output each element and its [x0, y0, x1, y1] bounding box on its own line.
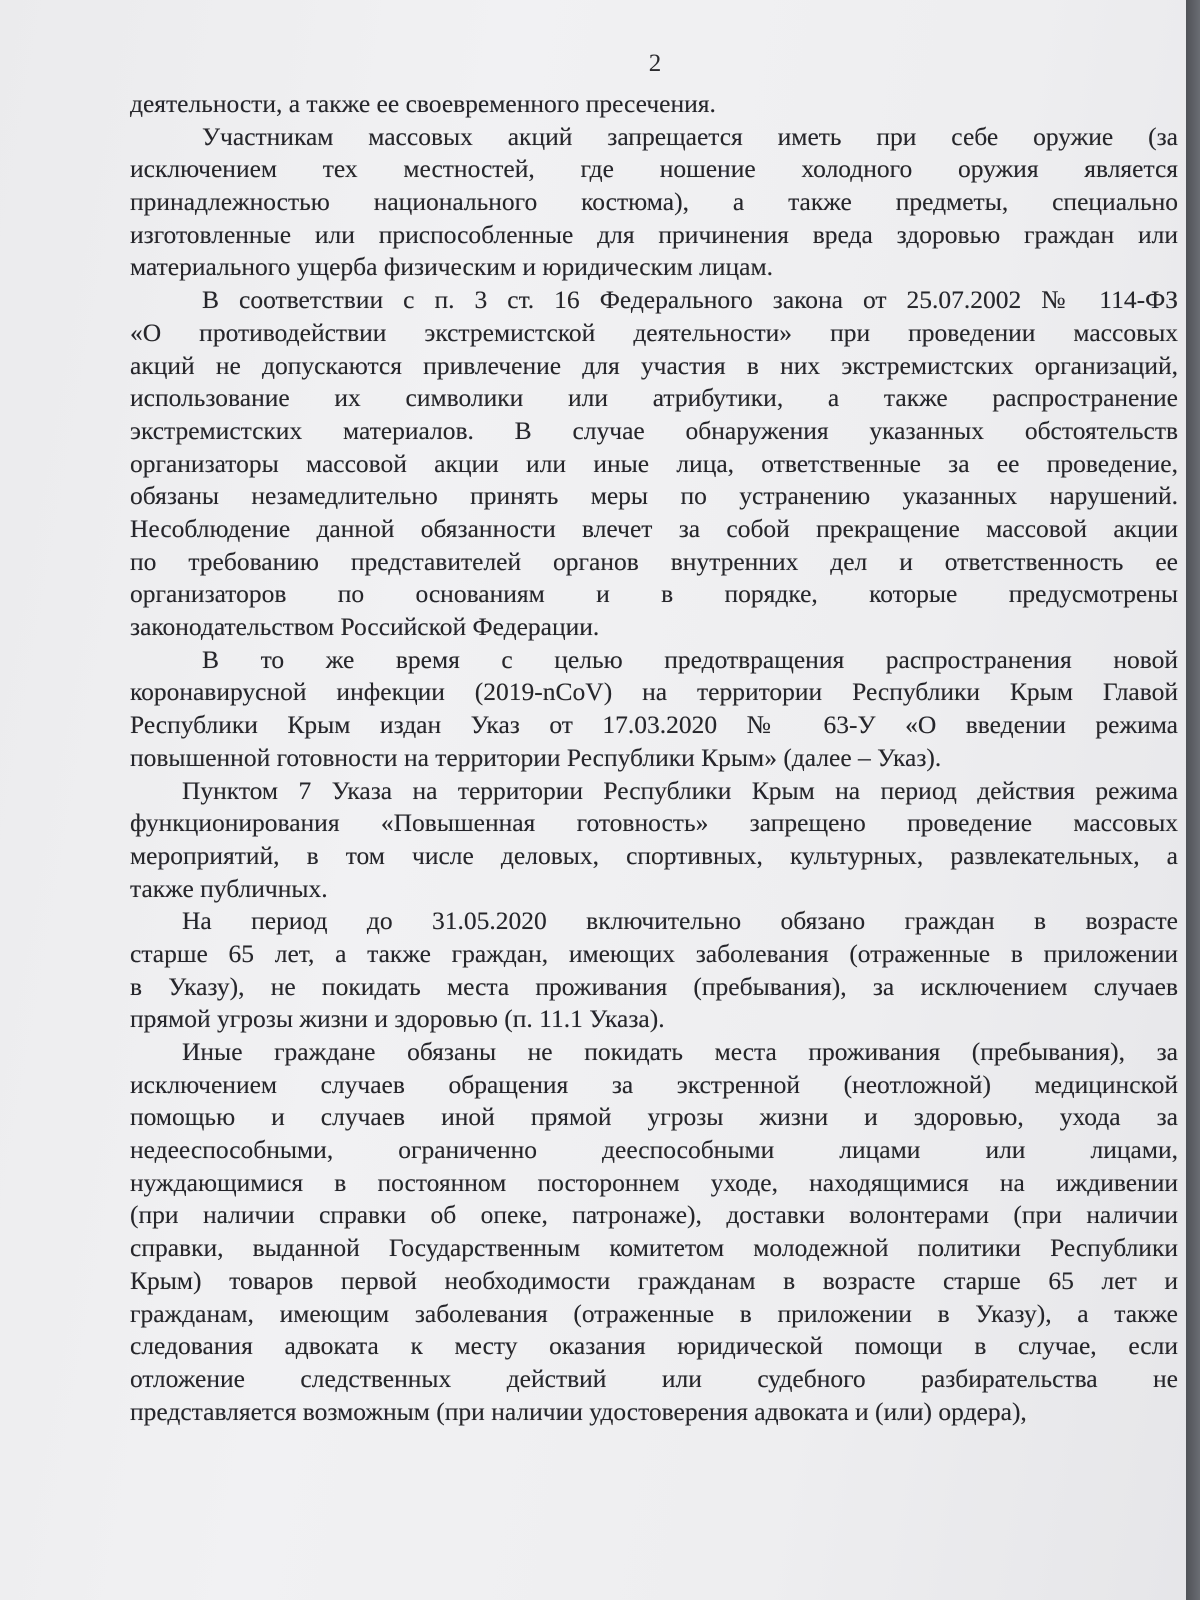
- text-line: Крым) товаров первой необходимости гражданам в возрасте старше 65 лет и: [130, 1265, 1178, 1295]
- text-line: нуждающимися в постоянном постороннем уходе, находящимися на иждивении: [130, 1167, 1178, 1197]
- text-line: помощью и случаев иной прямой угрозы жизни и здоровью, ухода за: [130, 1102, 1178, 1132]
- text-line: акций не допускаются привлечение для участия в них экстремистских организаций,: [130, 350, 1178, 380]
- paragraph: [130, 644, 1178, 775]
- text-line: обязаны незамедлительно принять меры по устранению указанных нарушений.: [130, 481, 1178, 511]
- text-line: законодательством Российской Федерации.: [130, 612, 600, 642]
- page-number: 2: [648, 50, 662, 77]
- text-line: материального ущерба физическим и юридическим лицам.: [130, 252, 773, 282]
- text-line: В соответствии с п. 3 ст. 16 Федерального закона от 25.07.2002 № 114-ФЗ: [202, 285, 1178, 315]
- text-line: Пунктом 7 Указа на территории Республики Крым на период действия режима: [182, 775, 1178, 805]
- text-line: представляется возможным (при наличии удостоверения адвоката и (или) ордера),: [130, 1396, 1027, 1426]
- text-line: коронавирусной инфекции (2019-nCoV) на территории Республики Крым Главой: [130, 677, 1178, 707]
- text-line: старше 65 лет, а также граждан, имеющих заболевания (отраженные в приложении: [130, 938, 1178, 968]
- text-line: «О противодействии экстремистской деятельности» при проведении массовых: [130, 317, 1178, 347]
- text-line: В то же время с целью предотвращения распространения новой: [202, 644, 1178, 674]
- text-line: исключением тех местностей, где ношение холодного оружия является: [130, 154, 1178, 184]
- text-line: (при наличии справки об опеке, патронаже), доставки волонтерами (при наличии: [130, 1200, 1178, 1230]
- text-line: Иные граждане обязаны не покидать места проживания (пребывания), за: [182, 1037, 1178, 1067]
- text-line: Республики Крым издан Указ от 17.03.2020 № 63-У «О введении режима: [130, 710, 1178, 740]
- text-line: гражданам, имеющим заболевания (отраженные в приложении в Указу), а также: [130, 1298, 1178, 1328]
- paragraph: [130, 775, 1178, 906]
- text-line: организаторов по основаниям и в порядке, которые предусмотрены: [130, 579, 1178, 609]
- paragraph: [130, 88, 1178, 121]
- text-line: деятельности, а также ее своевременного пресечения.: [130, 89, 716, 118]
- paragraph: [130, 905, 1178, 1036]
- text-line: недееспособными, ограниченно дееспособными лицами или лицами,: [130, 1135, 1178, 1165]
- text-line: изготовленные или приспособленные для причинения вреда здоровью граждан или: [130, 219, 1178, 249]
- text-line: исключением случаев обращения за экстренной (неотложной) медицинской: [130, 1069, 1178, 1099]
- text-line: повышенной готовности на территории Республики Крым» (далее – Указ).: [130, 742, 942, 772]
- text-line: функционирования «Повышенная готовность» запрещено проведение массовых: [130, 808, 1178, 838]
- text-line: также публичных.: [130, 873, 328, 903]
- text-line: мероприятий, в том числе деловых, спортивных, культурных, развлекательных, а: [130, 840, 1178, 870]
- text-line: прямой угрозы жизни и здоровью (п. 11.1 Указа).: [130, 1004, 665, 1034]
- text-line: по требованию представителей органов внутренних дел и ответственность ее: [130, 546, 1178, 576]
- text-line: справки, выданной Государственным комитетом молодежной политики Республики: [130, 1233, 1178, 1263]
- text-line: следования адвоката к месту оказания юридической помощи в случае, если: [130, 1331, 1178, 1361]
- page-edge-shadow: [1186, 0, 1200, 1600]
- document-body: [130, 88, 1178, 1428]
- text-line: отложение следственных действий или судебного разбирательства не: [130, 1363, 1178, 1393]
- text-line: принадлежностью национального костюма), а также предметы, специально: [130, 187, 1178, 217]
- text-line: Несоблюдение данной обязанности влечет за собой прекращение массовой акции: [130, 513, 1178, 543]
- paragraph: [130, 284, 1178, 644]
- paragraph: [130, 121, 1178, 284]
- text-line: организаторы массовой акции или иные лица, ответственные за ее проведение,: [130, 448, 1178, 478]
- text-line: в Указу), не покидать места проживания (пребывания), за исключением случаев: [130, 971, 1178, 1001]
- text-line: экстремистских материалов. В случае обнаружения указанных обстоятельств: [130, 415, 1178, 445]
- text-line: Участникам массовых акций запрещается иметь при себе оружие (за: [202, 121, 1178, 151]
- paragraph: [130, 1036, 1178, 1428]
- text-line: На период до 31.05.2020 включительно обязано граждан в возрасте: [182, 906, 1178, 936]
- text-line: использование их символики или атрибутики, а также распространение: [130, 383, 1178, 413]
